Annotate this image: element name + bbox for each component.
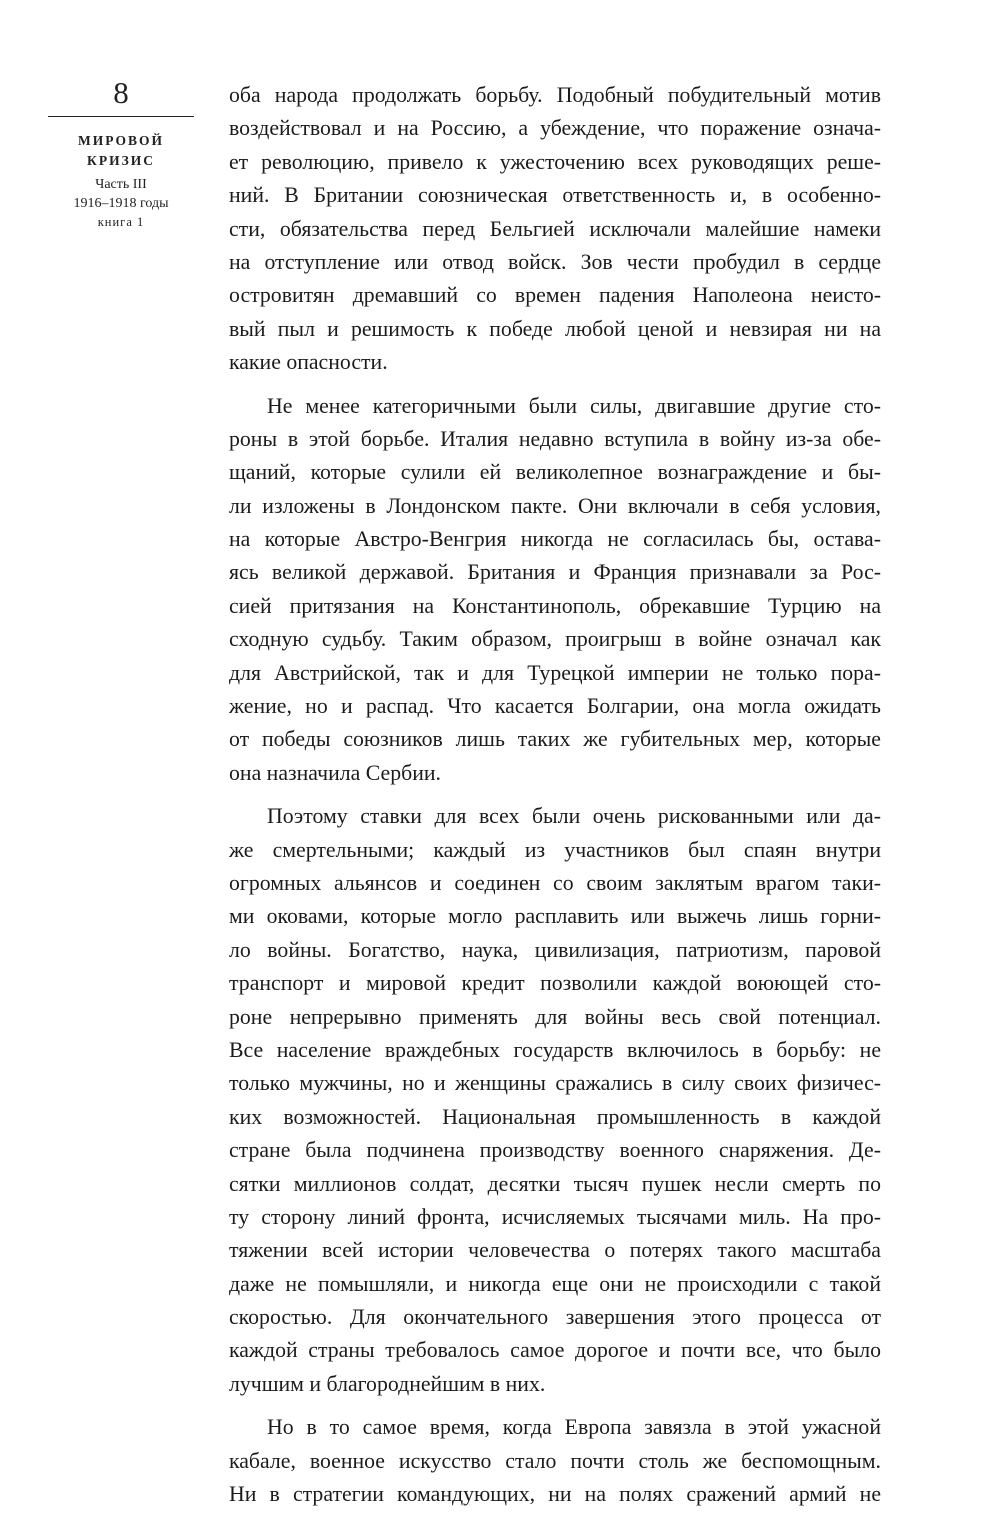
paragraph-3	[229, 800, 881, 1401]
text-line: воздействовал и на Россию, а убеждение, что поражение означа-	[229, 116, 881, 141]
text-line: ли изложены в Лондонском пакте. Они включали в себя условия,	[229, 493, 881, 518]
body-text	[229, 79, 881, 1521]
text-line: Но в то самое время, когда Европа завязла в этой ужасной	[267, 1415, 881, 1440]
text-line: вый пыл и решимость к победе любой ценой и невзирая ни на	[229, 316, 881, 341]
text-line: от победы союзников лишь таких же губительных мер, которые	[229, 727, 881, 752]
text-line: огромных альянсов и соединен со своим заклятым врагом таки-	[229, 870, 881, 895]
book-years: 1916–1918 годы	[73, 196, 169, 211]
book-title-line-1: МИРОВОЙ	[78, 133, 164, 148]
text-line: каждой страны требовалось самое дорогое и почти все, что было	[229, 1338, 881, 1363]
text-line: Все население враждебных государств включилось в борьбу: не	[229, 1037, 881, 1062]
text-line: сходную судьбу. Таким образом, проигрыш в войне означал как	[229, 627, 881, 652]
book-part: Часть III	[95, 177, 147, 192]
text-line: ми оковами, которые могло расплавить или выжечь лишь горни-	[229, 904, 881, 929]
text-line: сти, обязательства перед Бельгией исключали малейшие намеки	[229, 216, 881, 241]
text-line: лучшим и благороднейшим в них.	[229, 1371, 546, 1396]
text-line: кабале, военное искусство стало почти столь же беспомощным.	[229, 1448, 881, 1473]
text-line: Ни в стратегии командующих, ни на полях сражений армий не	[229, 1482, 881, 1507]
text-line: скоростью. Для окончательного завершения этого процесса от	[229, 1305, 881, 1330]
page-number: 8	[113, 75, 129, 110]
text-line: оба народа продолжать борьбу. Подобный побудительный мотив	[229, 83, 881, 107]
text-line: ет революцию, привело к ужесточению всех руководящих реше-	[229, 149, 881, 174]
text-line: роне непрерывно применять для войны весь свой потенциал.	[229, 1004, 881, 1029]
text-line: сятки миллионов солдат, десятки тысяч пушек несли смерть по	[229, 1171, 881, 1196]
text-line: даже не помышляли, и никогда еще они не происходили с такой	[229, 1271, 881, 1296]
text-line: роны в этой борьбе. Италия недавно вступила в войну из-за обе-	[229, 426, 881, 451]
paragraph-2	[229, 390, 881, 791]
text-line: на которые Австро-Венгрия никогда не согласилась бы, остава-	[229, 527, 881, 552]
text-line: только мужчины, но и женщины сражались в силу своих физичес-	[229, 1071, 881, 1096]
text-line: Поэтому ставки для всех были очень рискованными или да-	[267, 804, 881, 829]
text-line: транспорт и мировой кредит позволили каждой воюющей сто-	[229, 971, 881, 996]
paragraph-1	[229, 79, 881, 380]
text-line: стране была подчинена производству военного снаряжения. Де-	[229, 1138, 881, 1163]
text-line: тяжении всей истории человечества о потерях такого масштаба	[229, 1238, 881, 1263]
text-line: ких возможностей. Национальная промышленность в каждой	[229, 1104, 881, 1129]
text-line: Не менее категоричными были силы, двигавшие другие сто-	[267, 393, 881, 418]
paragraph-4	[229, 1411, 881, 1511]
book-title-line-2: КРИЗИС	[87, 153, 155, 168]
text-line: на отступление или отвод войск. Зов чести пробудил в сердце	[229, 249, 881, 274]
text-line: же смертельными; каждый из участников был спаян внутри	[229, 837, 881, 862]
text-line: жение, но и распад. Что касается Болгарии, она могла ожидать	[229, 694, 881, 719]
text-line: островитян дремавший со времен падения Наполеона неисто-	[229, 283, 881, 308]
book-volume: книга 1	[97, 215, 145, 229]
text-line: для Австрийской, так и для Турецкой империи не только пора-	[229, 660, 881, 685]
text-line: она назначила Сербии.	[229, 760, 441, 785]
text-line: ний. В Британии союзническая ответственность и, в особенно-	[229, 183, 881, 208]
text-line: ло войны. Богатство, наука, цивилизация, патриотизм, паровой	[229, 937, 881, 962]
text-line: щаний, которые сулили ей великолепное вознаграждение и бы-	[229, 460, 881, 485]
text-line: ту сторону линий фронта, исчисляемых тысячами миль. На про-	[229, 1204, 881, 1229]
text-line: ясь великой державой. Британия и Франция признавали за Рос-	[229, 560, 881, 585]
sidebar-divider	[48, 116, 194, 117]
text-line: какие опасности.	[229, 350, 388, 375]
text-line: сией притязания на Константинополь, обрекавшие Турцию на	[229, 593, 881, 618]
running-header-sidebar	[48, 75, 194, 232]
